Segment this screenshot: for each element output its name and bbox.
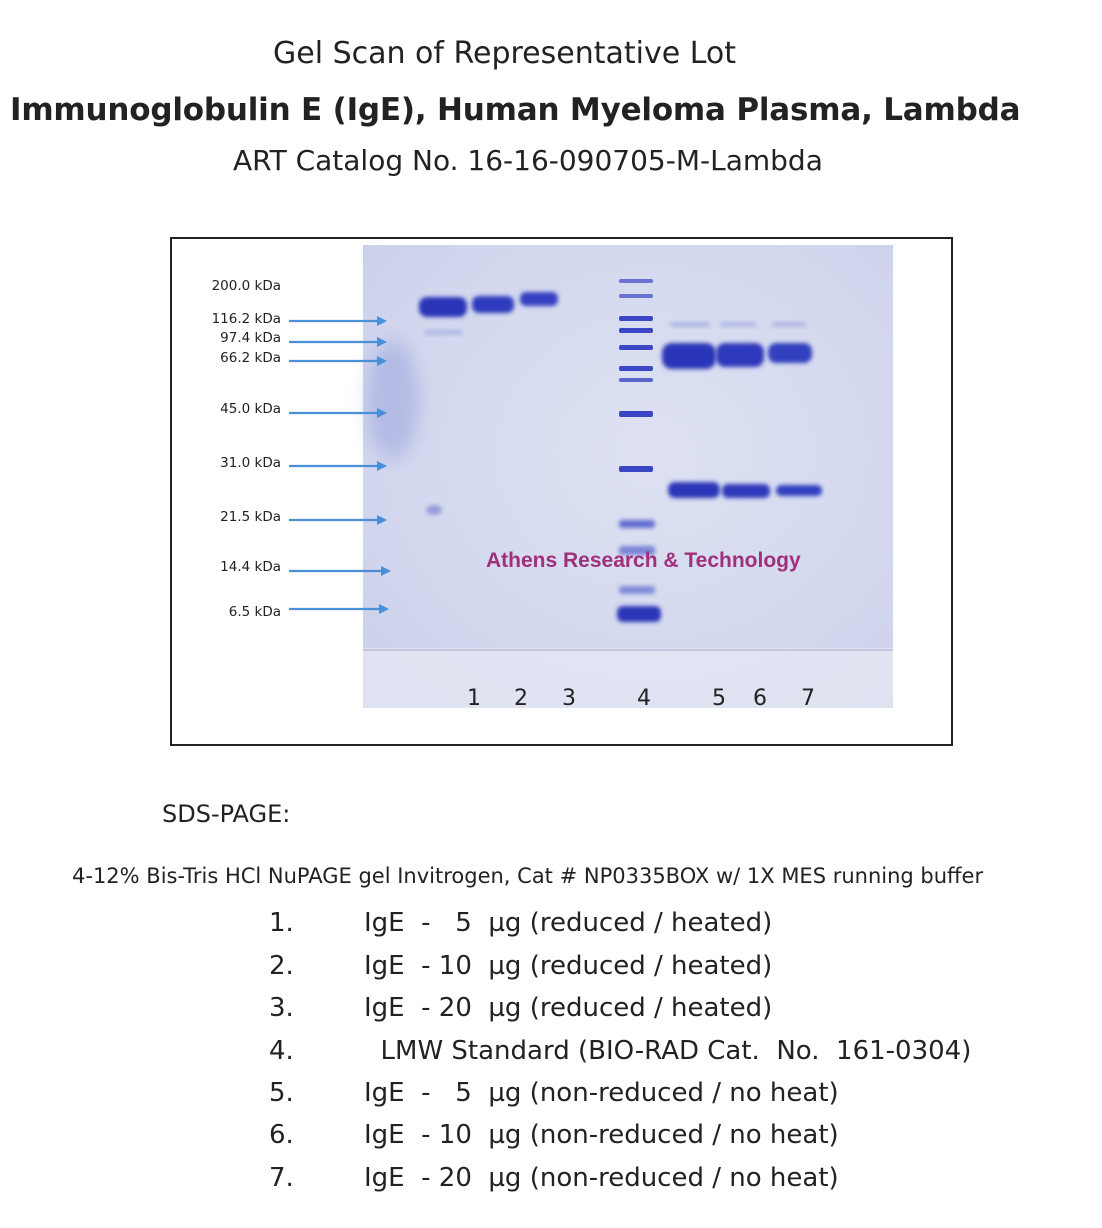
mw-label-97: 97.4 kDa bbox=[220, 330, 281, 346]
gel-description: 4-12% Bis-Tris HCl NuPAGE gel Invitrogen, Cat # NP0335BOX w/ 1X MES running buffer bbox=[72, 864, 984, 888]
lane-item-number: 2. bbox=[269, 951, 294, 981]
mw-label-66: 66.2 kDa bbox=[220, 350, 281, 366]
lane-3-bands bbox=[520, 292, 558, 306]
mw-label-21: 21.5 kDa bbox=[220, 509, 281, 525]
lane-numbers bbox=[467, 686, 815, 711]
lane-item-text: LMW Standard (BIO-RAD Cat. No. 161-0304) bbox=[364, 1036, 972, 1066]
lane-number-6: 6 bbox=[753, 686, 767, 711]
mw-label-31: 31.0 kDa bbox=[220, 455, 281, 471]
lane-number-1: 1 bbox=[467, 686, 481, 711]
mw-label-200: 200.0 kDa bbox=[211, 278, 281, 294]
mw-label-116: 116.2 kDa bbox=[211, 311, 281, 327]
lane-item-number: 4. bbox=[269, 1036, 294, 1066]
page-title: Gel Scan of Representative Lot bbox=[273, 36, 737, 71]
lane-item-text: IgE - 10 µg (non-reduced / no heat) bbox=[364, 1120, 839, 1150]
lane-item-number: 3. bbox=[269, 993, 294, 1023]
lane-number-5: 5 bbox=[712, 686, 726, 711]
mw-label-6: 6.5 kDa bbox=[228, 604, 281, 620]
lane-item-text: IgE - 5 µg (non-reduced / no heat) bbox=[364, 1078, 839, 1108]
lane-item-number: 6. bbox=[269, 1120, 294, 1150]
mw-label-45: 45.0 kDa bbox=[220, 401, 281, 417]
gel-left-smear bbox=[367, 340, 419, 460]
mw-label-14: 14.4 kDa bbox=[220, 559, 281, 575]
watermark-text: Athens Research & Technology bbox=[486, 549, 801, 572]
lane-item-text: IgE - 10 µg (reduced / heated) bbox=[364, 951, 773, 981]
lane-number-3: 3 bbox=[562, 686, 576, 711]
lane-item-text: IgE - 20 µg (non-reduced / no heat) bbox=[364, 1163, 839, 1193]
lane-number-4: 4 bbox=[637, 686, 651, 711]
product-name: Immunoglobulin E (IgE), Human Myeloma Plasma, Lambda bbox=[10, 92, 1021, 128]
sds-page-title: SDS-PAGE: bbox=[162, 800, 291, 828]
lane-2-bands bbox=[472, 296, 514, 313]
catalog-number: ART Catalog No. 16-16-090705-M-Lambda bbox=[233, 144, 823, 177]
lane-item-text: IgE - 5 µg (reduced / heated) bbox=[364, 908, 773, 938]
lane-item-text: IgE - 20 µg (reduced / heated) bbox=[364, 993, 773, 1023]
lane-number-7: 7 bbox=[801, 686, 815, 711]
lane-item-number: 5. bbox=[269, 1078, 294, 1108]
lane-number-2: 2 bbox=[514, 686, 528, 711]
lane-item-number: 7. bbox=[269, 1163, 294, 1193]
lane-item-number: 1. bbox=[269, 908, 294, 938]
